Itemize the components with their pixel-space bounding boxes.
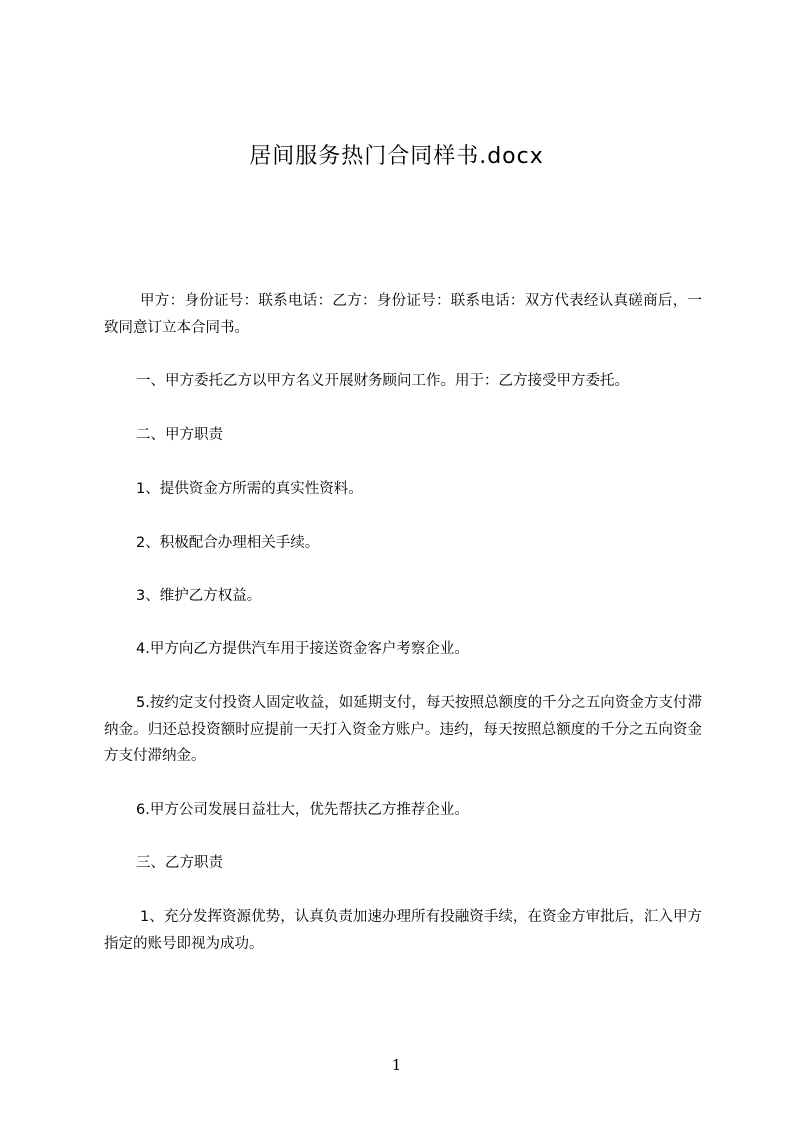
- heading-party-b-duties: 三、乙方职责: [136, 855, 223, 871]
- paragraph-parties: 甲方：身份证号：联系电话：乙方：身份证号：联系电话：双方代表经认真磋商后，一致同意订立本合同书。: [104, 293, 702, 336]
- paragraph-b-duty-1: 1、充分发挥资源优势，认真负责加速办理所有投融资手续，在资金方审批后，汇入甲方指定的账号即视为成功。: [104, 909, 702, 952]
- paragraph-a-duty-4: 4.甲方向乙方提供汽车用于接送资金客户考察企业。: [136, 641, 469, 657]
- page-number: 1: [391, 1056, 402, 1074]
- paragraph-section-one: 一、甲方委托乙方以甲方名义开展财务顾问工作。用于：乙方接受甲方委托。: [136, 373, 629, 389]
- paragraph-a-duty-6: 6.甲方公司发展日益壮大，优先帮扶乙方推荐企业。: [136, 802, 469, 818]
- heading-party-a-duties: 二、甲方职责: [136, 427, 223, 443]
- document-title: 居间服务热门合同样书.docx: [249, 144, 544, 169]
- paragraph-a-duty-3: 3、维护乙方权益。: [136, 588, 262, 604]
- paragraph-a-duty-1: 1、提供资金方所需的真实性资料。: [136, 481, 363, 497]
- paragraph-a-duty-5: 5.按约定支付投资人固定收益，如延期支付，每天按照总额度的千分之五向资金方支付滞纳金。归还总投资额时应提前一天打入资金方账户。违约，每天按照总额度的千分之五向资金方支付滞纳金。: [104, 695, 702, 764]
- paragraph-a-duty-2: 2、积极配合办理相关手续。: [136, 535, 320, 551]
